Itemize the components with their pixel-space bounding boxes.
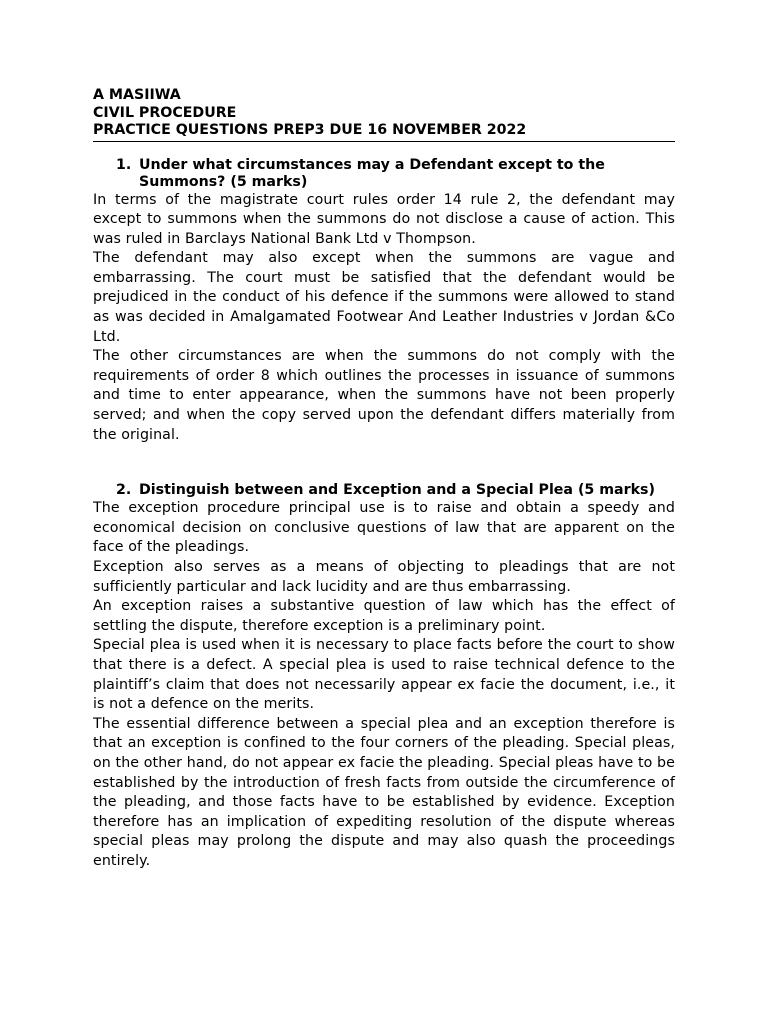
question-section-1 (93, 157, 675, 446)
course-title: CIVIL PROCEDURE (93, 104, 237, 121)
answer-paragraph: The exception procedure principal use is to raise and obtain a speedy and economical decision on conclusive questions of law that are apparent on the face of the pleadings. (93, 500, 675, 556)
question-number: 2. (116, 482, 132, 499)
question-section-2 (93, 482, 675, 871)
question-heading (93, 482, 675, 499)
header-divider (93, 141, 675, 142)
question-text: Distinguish between and Exception and a Special Plea (5 marks) (139, 482, 655, 499)
answer-paragraph: An exception raises a substantive question of law which has the effect of settling the dispute, therefore exception is a preliminary point. (93, 598, 675, 634)
answer-paragraph: The essential difference between a special plea and an exception therefore is that an exception is confined to the four corners of the pleading. Special pleas, on the other hand, do not appear ex facie the pleading. Special pleas have to be established by the introduction of fresh facts from outside the circumference of the pleading, and those facts have to be established by evidence. Exception therefore has an implication of expediting resolution of the dispute whereas special pleas may prolong the dispute and may also quash the proceedings entirely. (93, 715, 675, 869)
answer-paragraph: The other circumstances are when the summons do not comply with the requirements of order 8 which outlines the processes in issuance of summons and time to enter appearance, when the summons have not been properly served; and when the copy served upon the defendant differs materially from the original. (93, 348, 675, 443)
assignment-title: PRACTICE QUESTIONS PREP3 DUE 16 NOVEMBER 2022 (93, 122, 527, 138)
document-header (93, 87, 675, 142)
author-name: A MASIIWA (93, 87, 181, 103)
document-page (93, 87, 675, 872)
answer-paragraph: Special plea is used when it is necessary to place facts before the court to show that there is a defect. A special plea is used to raise technical defence to the plaintiff’s claim that does not necessarily appear ex facie the document, i.e., it is not a defence on the merits. (93, 637, 675, 713)
question-text: Under what circumstances may a Defendant except to the Summons? (5 marks) (139, 156, 605, 190)
answer-paragraph: In terms of the magistrate court rules order 14 rule 2, the defendant may except to summons when the summons do not disclose a cause of action. This was ruled in Barclays National Bank Ltd v Thompson. (93, 191, 675, 247)
answer-paragraph: Exception also serves as a means of objecting to pleadings that are not sufficiently particular and lack lucidity and are thus embarrassing. (93, 559, 675, 595)
question-number: 1. (116, 156, 132, 173)
answer-paragraph: The defendant may also except when the summons are vague and embarrassing. The court must be satisfied that the defendant would be prejudiced in the conduct of his defence if the summons were allowed to stand as was decided in Amalgamated Footwear And Leather Industries v Jordan &Co Ltd. (93, 250, 675, 345)
question-heading (93, 157, 675, 191)
